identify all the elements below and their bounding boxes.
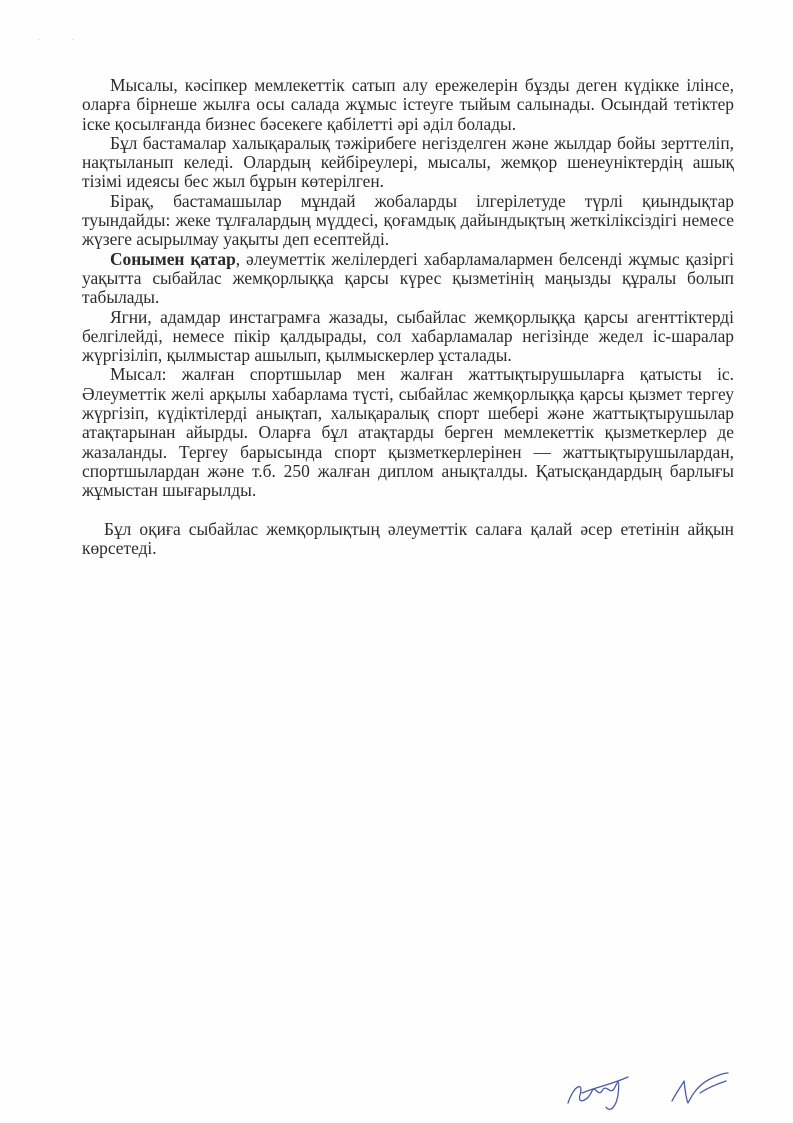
paragraph-5 (82, 308, 734, 366)
paragraph-6-text: Мысал: жалған спортшылар мен жалған жаттықтырушыларға қатысты іс. Әлеуметтік желі арқылы хабарлама түсті, сыбайлас жемқорлыққа қарсы қызмет тергеу жүргізіп, күдіктілерді анықтап, халықаралық спорт шебері және жаттықтырушылар атақтарынан айырды. Оларға бұл атақтарды берген мемлекеттік қызметкерлер де жазаланды. Тергеу барысында спорт қызметкерлерінен — жаттықтырушылардан, спортшылардан және т.б. 250 жалған диплом анықталды. Қатысқандардың барлығы жұмыстан шығарылды. (82, 364, 734, 501)
paragraph-2-text: Бұл бастамалар халықаралық тәжірибеге негізделген және жылдар бойы зерттеліп, нақтыланып келеді. Олардың кейбіреулері, мысалы, жемқор шенеуніктердің ашық тізімі идеясы бес жыл бұрын көтерілген. (82, 132, 734, 192)
signature-2 (672, 1073, 728, 1103)
document-body (82, 76, 734, 558)
paragraph-3-text: Бірақ, бастамашылар мұндай жобаларды ілгерілетуде түрлі қиындықтар туындайды: жеке тұлғалардың мүддесі, қоғамдық дайындықтың жеткіліксіздігі немесе жүзеге асырылмау уақыты деп есептейді. (82, 190, 734, 250)
paragraph-4-text: , әлеуметтік желілердегі хабарламалармен белсенді жұмыс қазіргі уақытта сыбайлас жемқорлыққа қарсы күрес қызметінің маңызды құралы болып табылады. (82, 248, 735, 308)
paragraph-3 (82, 192, 734, 250)
paragraph-6 (82, 365, 734, 500)
paragraph-1 (82, 76, 734, 134)
paragraph-4-bold-lead: Сонымен қатар (110, 248, 236, 269)
signature-1 (568, 1077, 628, 1109)
paragraph-5-text: Ягни, адамдар инстаграмға жазады, сыбайлас жемқорлыққа қарсы агенттіктерді белгілейді, немесе пікір қалдырады, сол хабарламалар негізінде жедел іс-шаралар жүргізіліп, қылмыстар ашылып, қылмыскерлер ұсталады. (82, 306, 734, 366)
paragraph-2 (82, 134, 734, 192)
paragraph-7 (82, 520, 734, 559)
paragraph-7-text: Бұл оқиға сыбайлас жемқорлықтың әлеуметтік салаға қалай әсер ететінін айқын көрсетеді. (82, 518, 734, 558)
scan-speck: · (72, 37, 74, 44)
scan-speck: · (38, 37, 40, 44)
signature-marks (560, 1055, 760, 1115)
paragraph-4 (82, 250, 734, 308)
signatures (560, 1055, 760, 1115)
paragraph-1-text: Мысалы, кәсіпкер мемлекеттік сатып алу ережелерін бұзды деген күдікке ілінсе, оларға бірнеше жылға осы салада жұмыс істеуге тыйым салынады. Осындай тетіктер іске қосылғанда бизнес бәсекеге қабілетті әрі әділ болады. (82, 75, 734, 134)
